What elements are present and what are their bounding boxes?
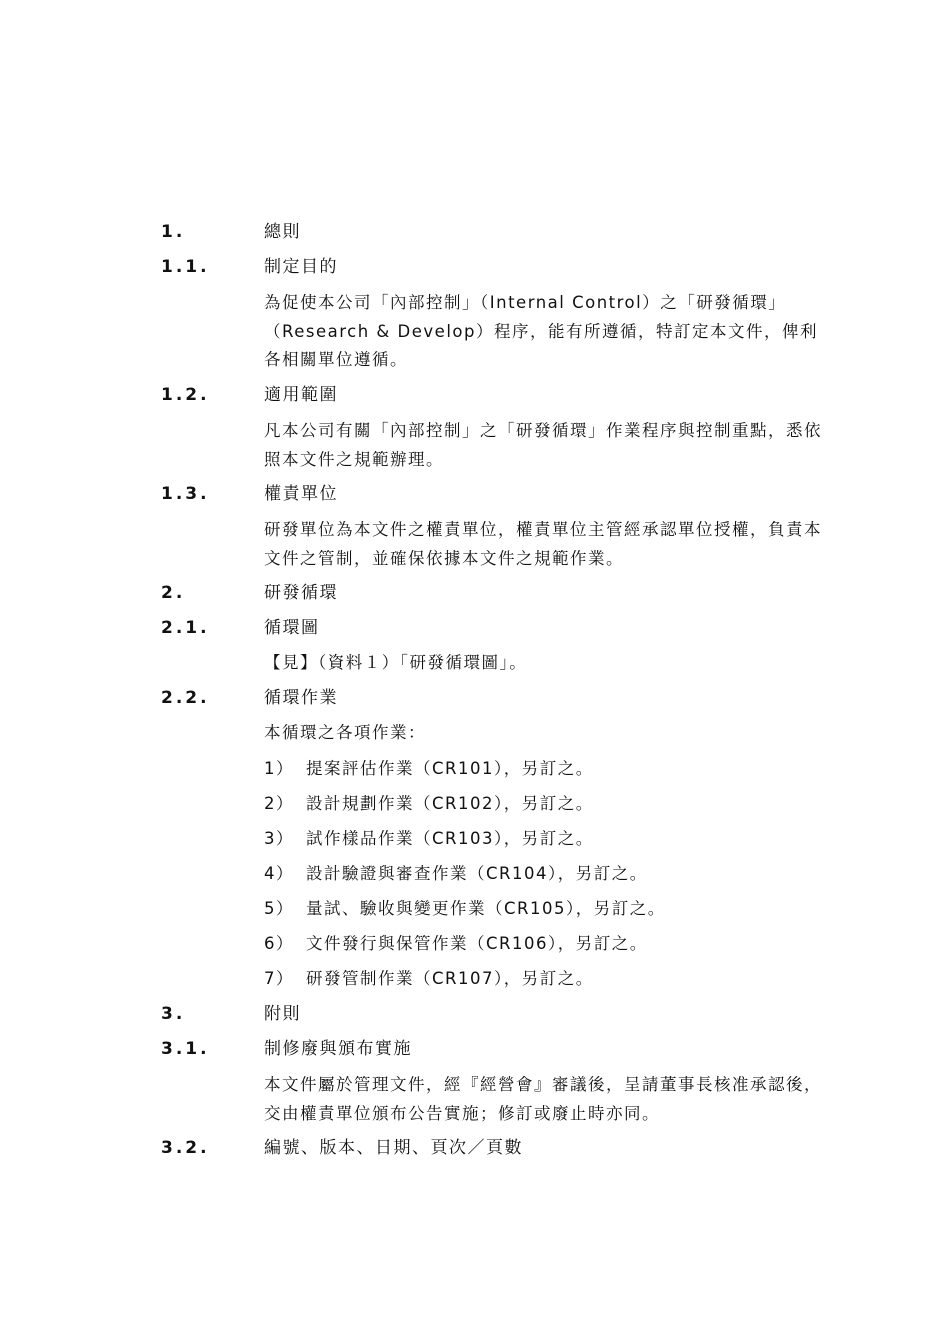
list-item-text: 設計規劃作業（CR102），另訂之。 [306, 794, 594, 813]
list-item-number: 5） [264, 899, 294, 918]
section-title: 循環圖 [264, 618, 320, 638]
section-heading-3-1 [0, 1036, 950, 1062]
section-title: 循環作業 [264, 688, 338, 708]
list-item-text: 研發管制作業（CR107），另訂之。 [306, 969, 594, 988]
paragraph-line: 交由權責單位頒布公告實施；修訂或廢止時亦同。 [264, 1103, 660, 1123]
section-number: 3. [161, 1004, 186, 1024]
section-title: 編號、版本、日期、頁次／頁數 [264, 1138, 523, 1158]
list-item-text: 量試、驗收與變更作業（CR105），另訂之。 [306, 899, 666, 918]
list-item-number: 6） [264, 934, 294, 953]
operations-intro [264, 719, 860, 748]
section-number: 2.2. [161, 688, 210, 708]
list-item-text: 文件發行與保管作業（CR106），另訂之。 [306, 934, 648, 953]
section-heading-3-2 [0, 1135, 950, 1161]
section-title: 適用範圍 [264, 385, 338, 405]
paragraph-line: 本循環之各項作業： [264, 723, 426, 742]
diagram-reference [264, 649, 860, 678]
list-item [264, 861, 860, 887]
list-item-number: 7） [264, 969, 294, 988]
section-number: 1.2. [161, 385, 210, 405]
section-heading-2 [0, 580, 950, 606]
paragraph-line: 本文件屬於管理文件，經『經營會』審議後，呈請董事長核准承認後， [264, 1075, 822, 1094]
paragraph-line: （Research & Develop）程序，能有所遵循，特訂定本文件，俾利 [264, 321, 818, 341]
section-heading-1-3 [0, 481, 950, 507]
paragraph-line: 凡本公司有關「內部控制」之「研發循環」作業程序與控制重點，悉依 [264, 421, 822, 440]
list-item-number: 1） [264, 759, 294, 778]
list-item [264, 931, 860, 957]
list-item [264, 966, 860, 992]
list-item [264, 826, 860, 852]
list-item-number: 4） [264, 864, 294, 883]
section-title: 附則 [264, 1004, 301, 1024]
section-heading-1-2 [0, 382, 950, 408]
section-heading-1 [0, 219, 950, 245]
implementation-paragraph [264, 1071, 860, 1128]
section-heading-3 [0, 1001, 950, 1027]
section-number: 3.2. [161, 1138, 210, 1158]
section-heading-2-1 [0, 615, 950, 641]
section-title: 制定目的 [264, 257, 338, 277]
section-number: 2.1. [161, 618, 210, 638]
paragraph-line: 照本文件之規範辦理。 [264, 449, 444, 469]
section-heading-2-2 [0, 685, 950, 711]
section-title: 總則 [264, 222, 301, 242]
section-number: 1. [161, 222, 186, 242]
section-title: 研發循環 [264, 583, 338, 603]
list-item [264, 756, 860, 782]
paragraph-line: 研發單位為本文件之權責單位，權責單位主管經承認單位授權，負責本 [264, 520, 822, 539]
section-number: 2. [161, 583, 186, 603]
responsibility-paragraph [264, 516, 860, 573]
list-item-number: 3） [264, 829, 294, 848]
section-number: 3.1. [161, 1039, 210, 1059]
list-item-text: 提案評估作業（CR101），另訂之。 [306, 759, 594, 778]
paragraph-line: 為促使本公司「內部控制」（Internal Control）之「研發循環」 [264, 293, 787, 312]
list-item-text: 試作樣品作業（CR103），另訂之。 [306, 829, 594, 848]
section-title: 制修廢與頒布實施 [264, 1039, 412, 1059]
scope-paragraph [264, 417, 860, 474]
list-item [264, 791, 860, 817]
list-item-number: 2） [264, 794, 294, 813]
section-heading-1-1 [0, 254, 950, 280]
list-item-text: 設計驗證與審查作業（CR104），另訂之。 [306, 864, 648, 883]
paragraph-line: 文件之管制，並確保依據本文件之規範作業。 [264, 548, 624, 568]
list-item [264, 896, 860, 922]
section-number: 1.1. [161, 257, 210, 277]
purpose-paragraph [264, 289, 860, 375]
paragraph-line: 【見】（資料１）「研發循環圖」。 [264, 653, 528, 672]
paragraph-line: 各相關單位遵循。 [264, 350, 408, 369]
section-number: 1.3. [161, 484, 210, 504]
section-title: 權責單位 [264, 484, 338, 504]
